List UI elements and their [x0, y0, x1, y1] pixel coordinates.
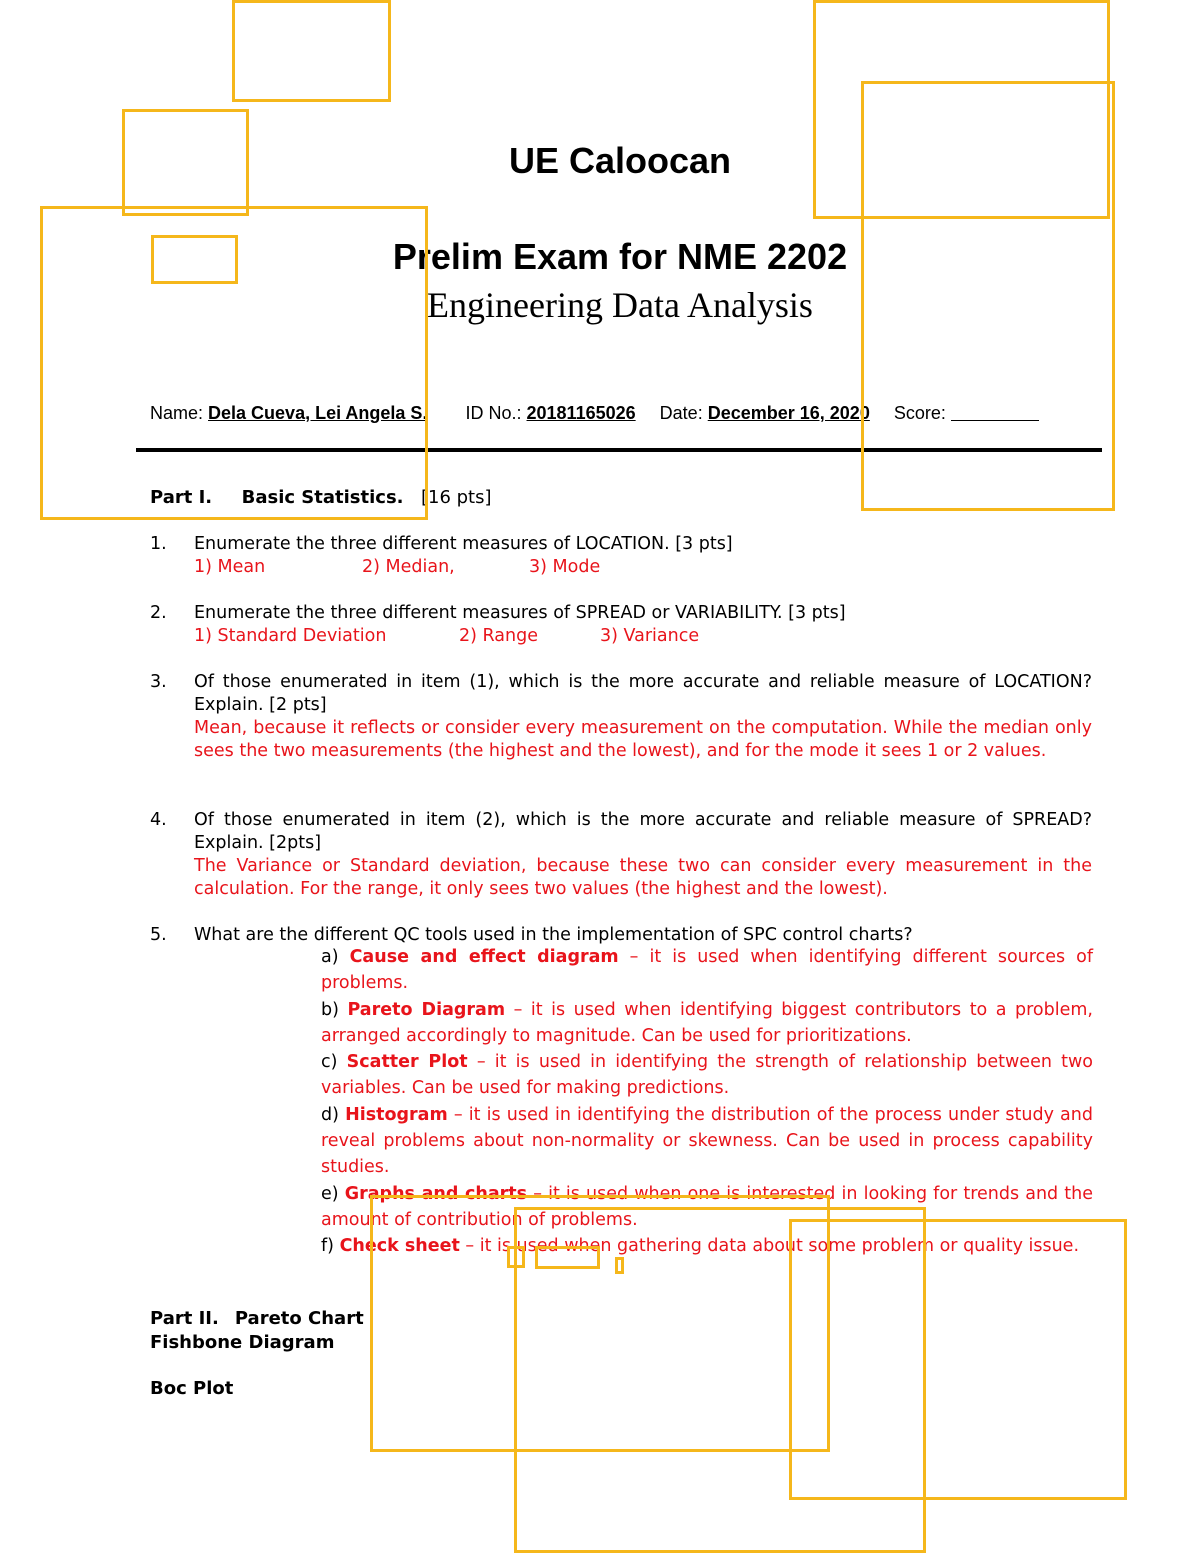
- question-text: Of those enumerated in item (1), which is the more accurate and reliable measure of LOCATION? Explain. [2 pts]: [194, 672, 1092, 715]
- qc-tool-letter: d): [321, 1104, 339, 1125]
- overlay-box: [232, 0, 391, 102]
- qc-tool-letter: b): [321, 999, 339, 1020]
- question-2: [150, 602, 1092, 648]
- id-value: 20181165026: [526, 403, 636, 423]
- qc-tool-item: [321, 997, 1093, 1050]
- score-label: Score:: [893, 403, 946, 423]
- qc-tool-letter: e): [321, 1183, 339, 1204]
- overlay-box: [507, 1246, 525, 1268]
- qc-tool-desc: – it is used when identifying biggest contributors to a problem, arranged accordingly to magnitude. Can be used for prioritizations.: [321, 999, 1093, 1046]
- overlay-box: [535, 1246, 600, 1269]
- answer-item: 2) Median,: [362, 557, 455, 577]
- question-text: Of those enumerated in item (2), which is the more accurate and reliable measure of SPREAD? Explain. [2pts]: [194, 810, 1092, 853]
- part2-label: Part II.: [150, 1308, 219, 1329]
- date-label: Date:: [659, 403, 703, 423]
- question-text: Enumerate the three different measures of LOCATION. [3 pts]: [194, 534, 733, 554]
- qc-tool-desc: – it is used when one is interested in looking for trends and the amount of contribution of problems.: [321, 1183, 1093, 1230]
- part1-points: [16 pts]: [420, 487, 492, 508]
- answer-item: 3) Variance: [600, 626, 700, 646]
- answer-item: 2) Range: [459, 626, 538, 646]
- qc-tool-term: Scatter Plot: [346, 1052, 468, 1073]
- qc-tool-item: [321, 1049, 1093, 1102]
- overlay-box: [615, 1257, 624, 1274]
- answer-item: 1) Mean: [194, 557, 266, 577]
- answer-row: [194, 556, 1092, 579]
- question-number: 4.: [150, 810, 167, 830]
- qc-tool-term: Graphs and charts: [344, 1183, 528, 1204]
- question-text: What are the different QC tools used in the implementation of SPC control charts?: [194, 925, 913, 945]
- answer-item: 1) Standard Deviation: [194, 626, 387, 646]
- qc-tool-desc: – it is used when gathering data about some problem or quality issue.: [459, 1236, 1080, 1257]
- qc-tool-item: [321, 944, 1093, 997]
- overlay-box: [789, 1219, 1127, 1500]
- overlay-box: [861, 81, 1115, 511]
- question-1: [150, 533, 1092, 579]
- school-name: UE Caloocan: [508, 140, 732, 181]
- part1-title: Basic Statistics.: [241, 487, 404, 508]
- id-label: ID No.:: [465, 403, 522, 423]
- subject-title: Engineering Data Analysis: [427, 285, 813, 325]
- qc-tool-item: [321, 1102, 1093, 1181]
- question-4: [150, 809, 1092, 901]
- exam-title: Prelim Exam for NME 2202: [392, 236, 848, 277]
- overlay-box: [122, 109, 249, 216]
- answer-text: The Variance or Standard deviation, because these two can consider every measurement in the calculation. For the range, it only sees two values (the highest and the lowest).: [194, 856, 1092, 899]
- question-number: 5.: [150, 925, 167, 945]
- answer-text: Mean, because it reflects or consider every measurement on the computation. While the median only sees the two measurements (the highest and the lowest), and for the mode it sees 1 or 2 values.: [194, 718, 1092, 761]
- qc-tool-term: Pareto Diagram: [347, 999, 506, 1020]
- qc-tool-desc: – it is used in identifying the distribution of the process under study and reveal problems about non-normality or skewness. Can be used in process capability studies.: [321, 1104, 1093, 1178]
- date-value: December 16, 2020: [707, 403, 870, 423]
- question-text: Enumerate the three different measures of SPREAD or VARIABILITY. [3 pts]: [194, 603, 846, 623]
- question-number: 2.: [150, 603, 167, 623]
- qc-tool-desc: – it is used when identifying different sources of problems.: [321, 947, 1093, 994]
- part2-fishbone: Fishbone Diagram: [150, 1331, 335, 1353]
- part2-heading: [150, 1307, 364, 1354]
- qc-tool-term: Histogram: [345, 1104, 448, 1125]
- question-number: 1.: [150, 534, 167, 554]
- overlay-box: [151, 235, 238, 284]
- qc-tool-letter: c): [321, 1052, 338, 1073]
- part1-label: Part I.: [150, 487, 213, 508]
- qc-tool-term: Cause and effect diagram: [349, 947, 619, 967]
- question-number: 3.: [150, 672, 167, 692]
- question-3: [150, 671, 1092, 763]
- answer-item: 3) Mode: [529, 557, 601, 577]
- name-value: Dela Cueva, Lei Angela S.: [208, 403, 428, 423]
- part2-boc-plot: Boc Plot: [150, 1378, 234, 1399]
- name-label: Name:: [150, 403, 204, 423]
- qc-tool-letter: f): [321, 1236, 334, 1257]
- qc-tool-term: Check sheet: [339, 1236, 460, 1257]
- answer-row: [194, 625, 1092, 648]
- part2-title: Pareto Chart: [234, 1308, 364, 1329]
- qc-tool-letter: a): [321, 947, 339, 967]
- qc-tool-desc: – it is used in identifying the strength of relationship between two variables. Can be used for making predictions.: [321, 1052, 1093, 1099]
